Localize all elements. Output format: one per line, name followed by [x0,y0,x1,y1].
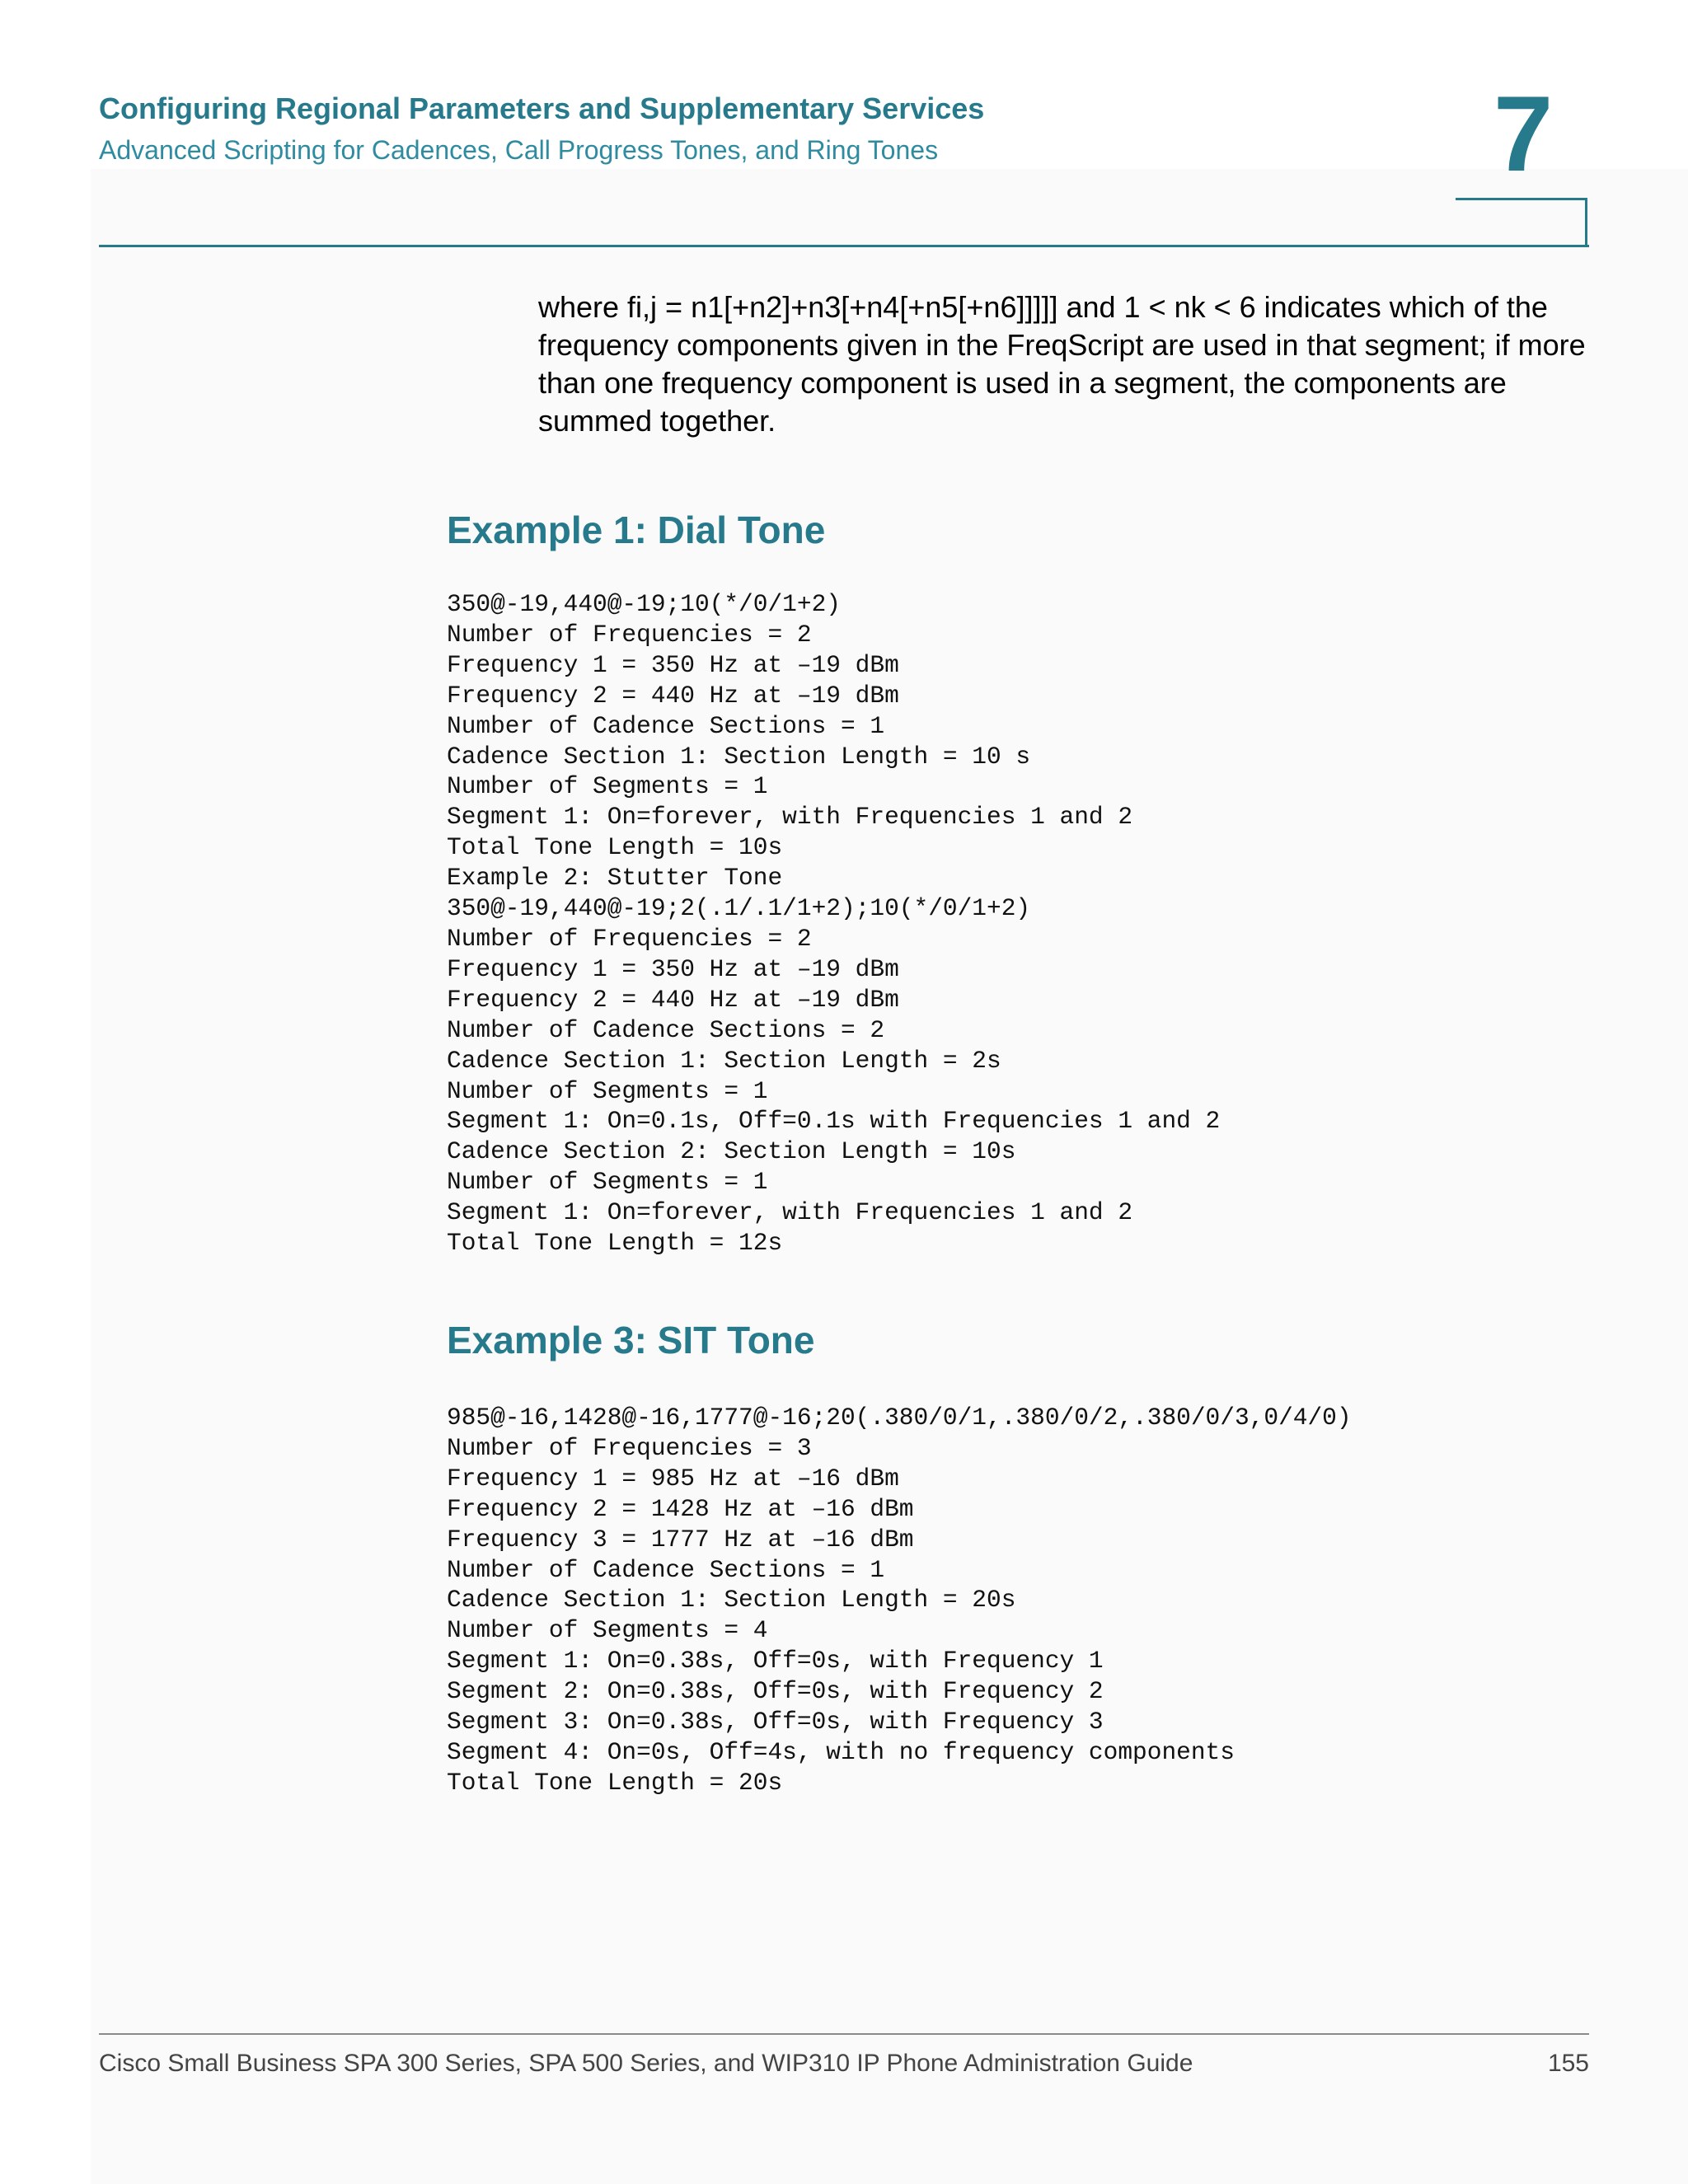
chapter-number: 7 [1493,73,1554,194]
page-number: 155 [1547,2050,1589,2077]
code-line: Segment 1: On=forever, with Frequencies 1 and 2 [447,1198,1133,1227]
example-1-heading: Example 1: Dial Tone [447,509,826,551]
code-line: Number of Cadence Sections = 2 [447,1015,885,1044]
code-line: 350@-19,440@-19;2(.1/.1/1+2);10(*/0/1+2) [447,894,1031,923]
footer-guide-title: Cisco Small Business SPA 300 Series, SPA 500 Series, and WIP310 IP Phone Administration Guide [99,2050,1193,2077]
code-line: Total Tone Length = 20s [447,1768,783,1797]
code-line: Cadence Section 1: Section Length = 20s [447,1586,1016,1615]
example-3-code [447,1403,1352,1798]
code-line: Number of Frequencies = 2 [447,924,812,953]
code-line: Segment 1: On=0.1s, Off=0.1s with Frequencies 1 and 2 [447,1107,1221,1136]
code-line: Frequency 1 = 350 Hz at –19 dBm [447,650,899,679]
code-line: Segment 1: On=forever, with Frequencies 1 and 2 [447,803,1133,832]
footer-divider [99,2033,1589,2035]
code-line: Frequency 2 = 1428 Hz at –16 dBm [447,1494,914,1523]
code-line: Frequency 1 = 985 Hz at –16 dBm [447,1464,899,1493]
chapter-title: Configuring Regional Parameters and Supplementary Services [99,91,985,125]
example-3-heading: Example 3: SIT Tone [447,1319,815,1361]
code-line: Number of Frequencies = 2 [447,620,812,649]
code-line: Number of Cadence Sections = 1 [447,1555,885,1584]
code-line: Frequency 3 = 1777 Hz at –16 dBm [447,1525,914,1554]
code-line: Cadence Section 1: Section Length = 10 s [447,742,1031,771]
code-line: Segment 2: On=0.38s, Off=0s, with Frequency 2 [447,1677,1104,1706]
chapter-number-frame [1456,198,1587,246]
intro-paragraph: where fi,j = n1[+n2]+n3[+n4[+n5[+n6]]]]] and 1 < nk < 6 indicates which of the frequency components given in the FreqScript are used in that segment; if more than one frequency component is used in a segment, the components are summed together. [538,290,1586,438]
code-line: Number of Frequencies = 3 [447,1433,812,1462]
code-line: Number of Cadence Sections = 1 [447,711,885,740]
code-line: Frequency 1 = 350 Hz at –19 dBm [447,954,899,983]
code-line: Frequency 2 = 440 Hz at –19 dBm [447,681,899,710]
chapter-subtitle: Advanced Scripting for Cadences, Call Progress Tones, and Ring Tones [99,135,939,165]
code-line: Number of Segments = 1 [447,1076,768,1105]
code-line: Cadence Section 2: Section Length = 10s [447,1137,1016,1166]
code-line: Segment 1: On=0.38s, Off=0s, with Frequency 1 [447,1647,1104,1675]
code-line: Cadence Section 1: Section Length = 2s [447,1046,1001,1075]
code-line: Total Tone Length = 12s [447,1229,783,1258]
code-line: Number of Segments = 1 [447,772,768,801]
code-line: Segment 4: On=0s, Off=4s, with no frequency components [447,1737,1235,1766]
code-line: Total Tone Length = 10s [447,833,783,862]
header-divider [99,245,1589,247]
code-line: Example 2: Stutter Tone [447,864,783,893]
example-1-code [447,589,1220,1258]
code-line: 350@-19,440@-19;10(*/0/1+2) [447,590,841,618]
code-line: Number of Segments = 1 [447,1168,768,1197]
code-line: Frequency 2 = 440 Hz at –19 dBm [447,985,899,1014]
code-line: 985@-16,1428@-16,1777@-16;20(.380/0/1,.380/0/2,.380/0/3,0/4/0) [447,1404,1352,1432]
code-line: Segment 3: On=0.38s, Off=0s, with Frequency 3 [447,1708,1104,1736]
page-header [99,89,1582,168]
code-line: Number of Segments = 4 [447,1616,768,1645]
